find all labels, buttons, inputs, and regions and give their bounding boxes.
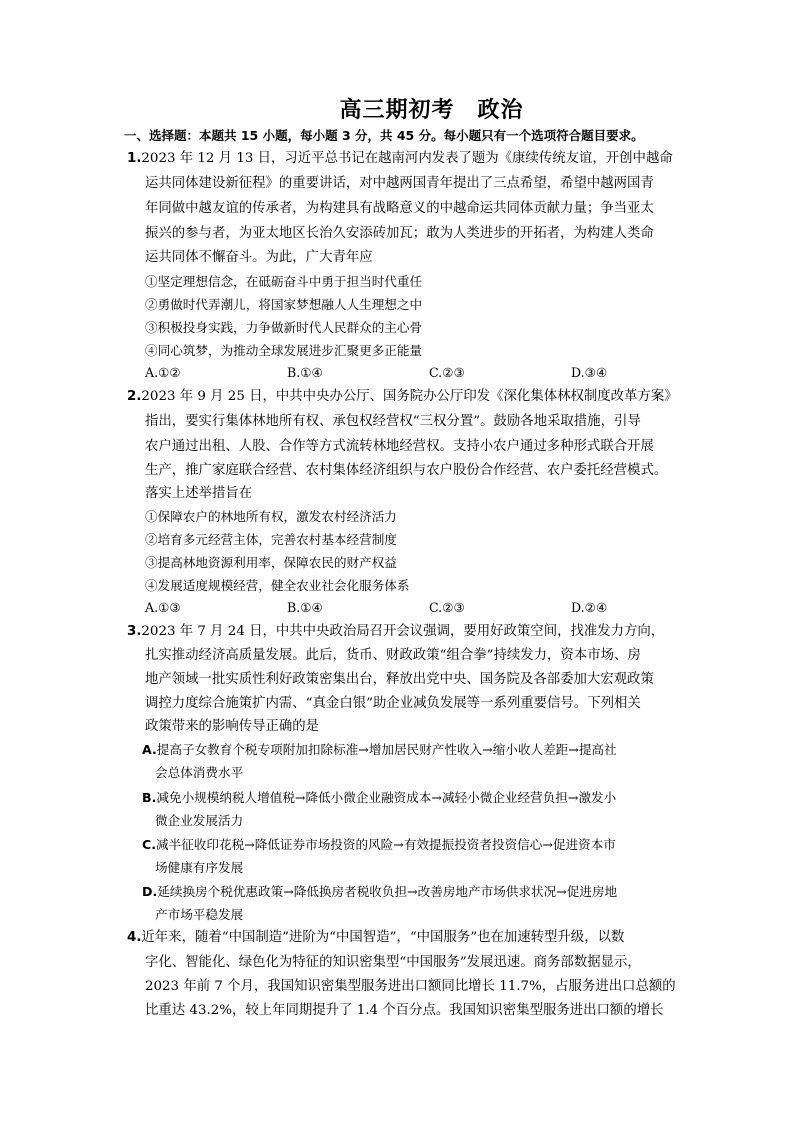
q1-choice-a[interactable]: A.①② — [145, 365, 181, 380]
q1-item-3: ③积极投身实践，力争做新时代人民群众的主心骨 — [145, 320, 423, 335]
q3-choice-c-cont: 场健康有序发展 — [155, 860, 244, 875]
q1-line-5: 运共同体不懈奋斗。为此，广大青年应 — [145, 250, 373, 265]
q1-number: 1. — [127, 151, 142, 166]
q1-line-4: 振兴的参与者，为亚太地区长治久安添砖加瓦；敢为人类进步的开拓者，为构建人类命 — [145, 226, 654, 241]
q2-choice-b[interactable]: B.①④ — [287, 600, 323, 615]
q1-choice-b[interactable]: B.①④ — [287, 365, 323, 380]
q2-item-3: ③提高林地资源利用率，保障农民的财产权益 — [145, 555, 397, 570]
q4-line-2: 字化、智能化、绿色化为特征的知识密集型“中国服务”发展迅速。商务部数据显示， — [145, 955, 641, 970]
q2-line-5: 落实上述举措旨在 — [145, 486, 253, 501]
q4-number: 4. — [127, 930, 142, 945]
q3-choice-b[interactable]: B.减免小规模纳税人增值税→降低小微企业融资成本→减轻小微企业经营负担→激发小 — [142, 790, 617, 805]
q3-choice-b-cont: 微企业发展活力 — [155, 813, 244, 828]
q2-item-4: ④发展适度规模经营，健全农业社会化服务体系 — [145, 578, 410, 593]
page-title: 高三期初考 政治 — [339, 98, 524, 123]
q1-item-4: ④同心筑梦，为推动全球发展进步汇聚更多正能量 — [145, 343, 423, 358]
q2-number: 2. — [127, 389, 142, 404]
q2-choice-d[interactable]: D.②④ — [571, 600, 608, 615]
section-instructions: 一、选择题：本题共 15 小题，每小题 3 分，共 45 分。每小题只有一个选项符合题目要求。 — [124, 128, 644, 143]
q1-item-1: ①坚定理想信念，在砥砺奋斗中勇于担当时代重任 — [145, 274, 423, 289]
q1-item-2: ②勇做时代弄潮儿，将国家梦想融人人生理想之中 — [145, 297, 423, 312]
q3-choice-a-cont: 会总体消费水平 — [155, 765, 244, 780]
q1-line-3: 年同做中越友谊的传承者，为构建具有战略意义的中越命运共同体贡献力量；争当亚太 — [145, 201, 654, 216]
q3-line-4: 调控力度综合施策扩内需、“真金白银”助企业减负发展等一系列重要信号。下列相关 — [145, 696, 641, 711]
q3-line-1: 3.2023 年 7 月 24 日，中共中央政治局召开会议强调，要用好政策空间，找准发力方向， — [127, 624, 665, 639]
q3-choice-d-cont: 产市场平稳发展 — [155, 907, 244, 922]
q3-line-3: 地产领域一批实质性利好政策密集出台，释放出党中央、国务院及各部委加大宏观政策 — [145, 672, 654, 687]
q4-line-1: 4.近年来，随着“中国制造”进阶为“中国智造”，“中国服务”也在加速转型升级，以数 — [127, 930, 625, 945]
q3-choice-c[interactable]: C.减半征收印花税→降低证券市场投资的风险→有效提振投资者投资信心→促进资本市 — [142, 837, 616, 852]
q2-line-1: 2.2023 年 9 月 25 日，中共中央办公厅、国务院办公厅印发《深化集体林权制度改革方案》 — [127, 389, 678, 404]
q3-line-2: 扎实推动经济高质量发展。此后，货币、财政政策“组合拳”持续发力，资本市场、房 — [145, 648, 641, 663]
q2-line-3: 农户通过出租、人股、合作等方式流转林地经营权。支持小农户通过多种形式联合开展 — [145, 439, 654, 454]
q2-choice-c[interactable]: C.②③ — [429, 600, 465, 615]
q2-line-2: 指出，要实行集体林地所有权、承包权经营权“三权分置”。鼓励各地采取措施，引导 — [145, 414, 641, 429]
q3-line-5: 政策带来的影响传导正确的是 — [145, 719, 320, 734]
q1-line-1: 1.2023 年 12 月 13 日，习近平总书记在越南河内发表了题为《康续传统友谊，开创中越命 — [127, 151, 673, 166]
q2-choice-a[interactable]: A.①③ — [145, 600, 181, 615]
q2-item-2: ②培育多元经营主体，完善农村基本经营制度 — [145, 532, 397, 547]
q2-line-4: 生产，推广家庭联合经营、农村集体经济组织与农户股份合作经营、农户委托经营模式。 — [145, 463, 668, 478]
q2-item-1: ①保障农户的林地所有权，激发农村经济活力 — [145, 509, 397, 524]
q3-number: 3. — [127, 624, 142, 639]
q1-choice-c[interactable]: C.②③ — [429, 365, 465, 380]
q3-choice-d[interactable]: D.延续换房个税优惠政策→降低换房者税收负担→改善房地产市场供求状况→促进房地 — [142, 884, 618, 899]
q1-line-2: 运共同体建设新征程》的重要讲话，对中越两国青年提出了三点希望，希望中越两国青 — [145, 176, 654, 191]
q4-line-3: 2023 年前 7 个月，我国知识密集型服务进出口额同比增长 11.7%，占服务进出口总额的 — [145, 979, 676, 994]
q4-line-4: 比重达 43.2%，较上年同期提升了 1.4 个百分点。我国知识密集型服务进出口额的增长 — [145, 1003, 664, 1018]
q3-choice-a[interactable]: A.提高子女教育个税专项附加扣除标准→增加居民财产性收入→缩小收人差距→提高社 — [142, 742, 617, 757]
q1-choice-d[interactable]: D.③④ — [571, 365, 608, 380]
